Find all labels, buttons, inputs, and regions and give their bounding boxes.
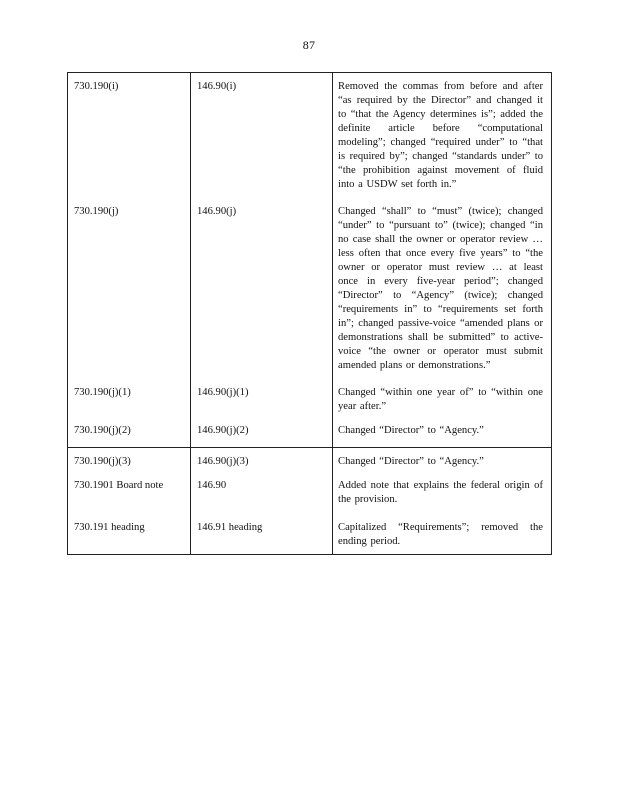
- change-description: Changed “Director” to “Agency.”: [338, 425, 484, 436]
- federal-section-cell: [191, 198, 333, 379]
- federal-section: 146.90(j)(1): [197, 387, 249, 398]
- federal-section-cell: [191, 448, 333, 476]
- change-description-cell: [333, 420, 552, 448]
- change-description-cell: [333, 73, 552, 199]
- federal-section-cell: [191, 475, 333, 519]
- table-row: [68, 448, 552, 476]
- federal-section: 146.91 heading: [197, 522, 263, 533]
- rule-section: 730.190(j)(3): [74, 456, 131, 467]
- table-row: [68, 379, 552, 420]
- rule-section-cell: [68, 475, 191, 519]
- change-description-cell: [333, 198, 552, 379]
- change-description-cell: [333, 519, 552, 555]
- page-number: 87: [302, 38, 316, 52]
- federal-section: 146.90(i): [197, 81, 237, 92]
- rule-section: 730.190(j)(2): [74, 425, 131, 436]
- federal-section-cell: [191, 379, 333, 420]
- federal-section-cell: [191, 519, 333, 555]
- change-description: Added note that explains the federal origin of the provision.: [338, 480, 543, 505]
- federal-section-cell: [191, 73, 333, 199]
- federal-section: 146.90(j)(3): [197, 456, 249, 467]
- rule-section: 730.190(i): [74, 81, 119, 92]
- table-row: [68, 519, 552, 555]
- change-description: Removed the commas from before and after “as required by the Director” and changed it to “that the Agency determines is”; added the definite article before “computational modeling”; changed “required under” to “that is required by”; changed “standards under” to “the prohibition against movement of fluid into a USDW set forth in.”: [338, 81, 543, 190]
- rule-section-cell: [68, 420, 191, 448]
- change-description: Changed “shall” to “must” (twice); changed “under” to “pursuant to” (twice); changed “in no case shall the owner or operator review … less often that once every five years” to “the owner or operator must review … at least once in every five-year period”; changed “Director” to “Agency” (twice); changed “requirements in” to “requirements set forth in”; changed passive-voice “amended plans or demonstrations shall be submitted” to active-voice “the owner or operator must submit amended plans or demonstrations.”: [338, 206, 543, 371]
- rule-section: 730.190(j): [74, 206, 119, 217]
- federal-section-cell: [191, 420, 333, 448]
- federal-section: 146.90(j): [197, 206, 237, 217]
- amendment-table-container: [67, 72, 551, 555]
- rule-section-cell: [68, 519, 191, 555]
- change-description-cell: [333, 379, 552, 420]
- table-row: [68, 198, 552, 379]
- change-description: Capitalized “Requirements”; removed the ending period.: [338, 522, 543, 547]
- rule-section-cell: [68, 448, 191, 476]
- rule-section-cell: [68, 73, 191, 199]
- table-row: [68, 73, 552, 199]
- rule-section-cell: [68, 198, 191, 379]
- change-description: Changed “Director” to “Agency.”: [338, 456, 484, 467]
- change-description: Changed “within one year of” to “within one year after.”: [338, 387, 543, 412]
- change-description-cell: [333, 448, 552, 476]
- amendment-table: [67, 72, 552, 555]
- rule-section: 730.1901 Board note: [74, 480, 164, 491]
- table-row: [68, 420, 552, 448]
- table-row: [68, 475, 552, 519]
- federal-section: 146.90(j)(2): [197, 425, 249, 436]
- rule-section-cell: [68, 379, 191, 420]
- change-description-cell: [333, 475, 552, 519]
- rule-section: 730.190(j)(1): [74, 387, 131, 398]
- federal-section: 146.90: [197, 480, 227, 491]
- rule-section: 730.191 heading: [74, 522, 145, 533]
